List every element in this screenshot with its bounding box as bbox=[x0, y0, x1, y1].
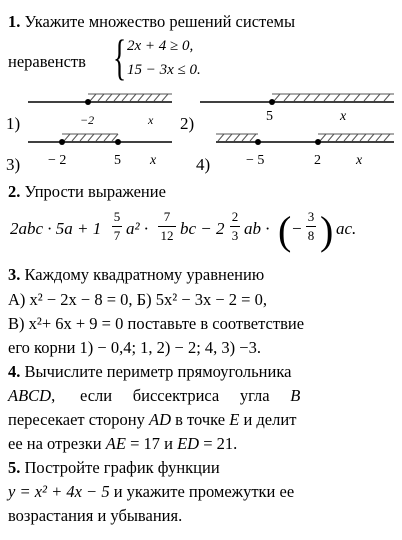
expr-part-4: ab · bbox=[244, 219, 270, 238]
task4-line3 bbox=[8, 410, 296, 430]
task4-text-2: , если биссектриса угла bbox=[51, 386, 270, 405]
task2-text: Упрости выражение bbox=[24, 182, 166, 201]
point-name: E bbox=[229, 410, 240, 429]
task3-line4: его корни 1) − 0,4; 1, 2) − 2; 4, 3) −3. bbox=[8, 338, 261, 357]
task5-line3: возрастания и убывания. bbox=[8, 506, 183, 525]
task5-text-2: и укажите промежутки ее bbox=[109, 482, 295, 501]
task4-text-3e: и делит bbox=[243, 410, 297, 429]
fraction-2-3 bbox=[230, 209, 240, 244]
expr-part-3: bc − 2 bbox=[180, 219, 225, 238]
denominator: 8 bbox=[307, 228, 315, 243]
numerator: 7 bbox=[163, 209, 171, 224]
denominator: 3 bbox=[231, 228, 239, 243]
option-4-label: 4) bbox=[196, 155, 211, 174]
task5-line1 bbox=[8, 458, 220, 478]
fraction-3-8 bbox=[306, 209, 316, 244]
function-formula: y = x² + 4x − 5 bbox=[8, 482, 110, 501]
expression bbox=[8, 205, 400, 257]
task4-line1 bbox=[8, 362, 291, 382]
task1-text: Укажите множество решений системы bbox=[24, 12, 296, 31]
side-name: AD bbox=[149, 410, 172, 429]
number-line-4 bbox=[216, 132, 396, 172]
task4-text-4e: = 21. bbox=[203, 434, 238, 453]
segment-ae: AE bbox=[105, 434, 126, 453]
expr-part-1: 2abc · 5a + 1 bbox=[10, 219, 102, 238]
inequality-system bbox=[113, 29, 233, 88]
task4-text-4c: = 17 и bbox=[130, 434, 173, 453]
denominator: 7 bbox=[113, 228, 121, 243]
task4-text-4a: ее на отрезки bbox=[8, 434, 102, 453]
expr-minus: − bbox=[292, 219, 302, 238]
task5-number: 5. bbox=[8, 458, 21, 477]
numerator: 5 bbox=[113, 209, 121, 224]
task4-text-3a: пересекает сторону bbox=[8, 410, 145, 429]
fraction-7-12 bbox=[158, 209, 176, 244]
tick-label: −2 bbox=[80, 113, 95, 127]
task2-line1 bbox=[8, 182, 166, 202]
option-2-label: 2) bbox=[180, 114, 195, 133]
tick-label: 5 bbox=[266, 109, 273, 124]
tick-label: − 5 bbox=[246, 153, 265, 168]
task4-text-3c: в точке bbox=[175, 410, 226, 429]
task3-line2: А) x² − 2x − 8 = 0, Б) 5x² − 3x − 2 = 0, bbox=[8, 290, 267, 309]
expr-part-2: a² · bbox=[126, 219, 149, 238]
left-paren: ( bbox=[278, 208, 292, 253]
task5-line2 bbox=[8, 482, 294, 502]
task4-number: 4. bbox=[8, 362, 21, 381]
task1-line2: неравенств bbox=[8, 52, 86, 71]
expr-part-5: ac. bbox=[336, 219, 357, 238]
task3-text: Каждому квадратному уравнению bbox=[24, 265, 265, 284]
number-line-2 bbox=[200, 90, 396, 130]
task4-line4 bbox=[8, 434, 237, 454]
axis-label: x bbox=[148, 113, 154, 127]
axis-label: x bbox=[340, 109, 347, 124]
inequality-2: 15 − 3x ≤ 0. bbox=[127, 62, 201, 78]
task5-text: Постройте график функции bbox=[24, 458, 220, 477]
angle-name: B bbox=[290, 386, 301, 405]
tick-label: 5 bbox=[114, 153, 121, 168]
segment-ed: ED bbox=[177, 434, 200, 453]
tick-label: − 2 bbox=[48, 153, 67, 168]
numerator: 3 bbox=[307, 209, 315, 224]
system-brace: { bbox=[113, 29, 127, 85]
option-1-label: 1) bbox=[6, 114, 21, 133]
number-line-1 bbox=[28, 92, 174, 132]
task4-line2 bbox=[8, 386, 300, 406]
task3-line3: В) x²+ 6x + 9 = 0 поставьте в соответствие bbox=[8, 314, 305, 333]
rect-name: ABCD bbox=[8, 386, 52, 405]
task1-line1 bbox=[8, 12, 295, 32]
axis-label: x bbox=[150, 153, 157, 168]
right-paren: ) bbox=[320, 208, 334, 253]
task1-number: 1. bbox=[8, 12, 21, 31]
number-line-3 bbox=[28, 132, 174, 172]
inequality-1: 2x + 4 ≥ 0, bbox=[127, 38, 194, 54]
task3-number: 3. bbox=[8, 265, 21, 284]
task4-text: Вычислите периметр прямоугольника bbox=[24, 362, 292, 381]
denominator: 12 bbox=[160, 228, 174, 243]
task3-line1 bbox=[8, 265, 264, 285]
fraction-5-7 bbox=[112, 209, 122, 244]
axis-label: x bbox=[356, 153, 363, 168]
tick-label: 2 bbox=[314, 153, 321, 168]
task2-number: 2. bbox=[8, 182, 21, 201]
option-3-label: 3) bbox=[6, 155, 21, 174]
numerator: 2 bbox=[231, 209, 239, 224]
